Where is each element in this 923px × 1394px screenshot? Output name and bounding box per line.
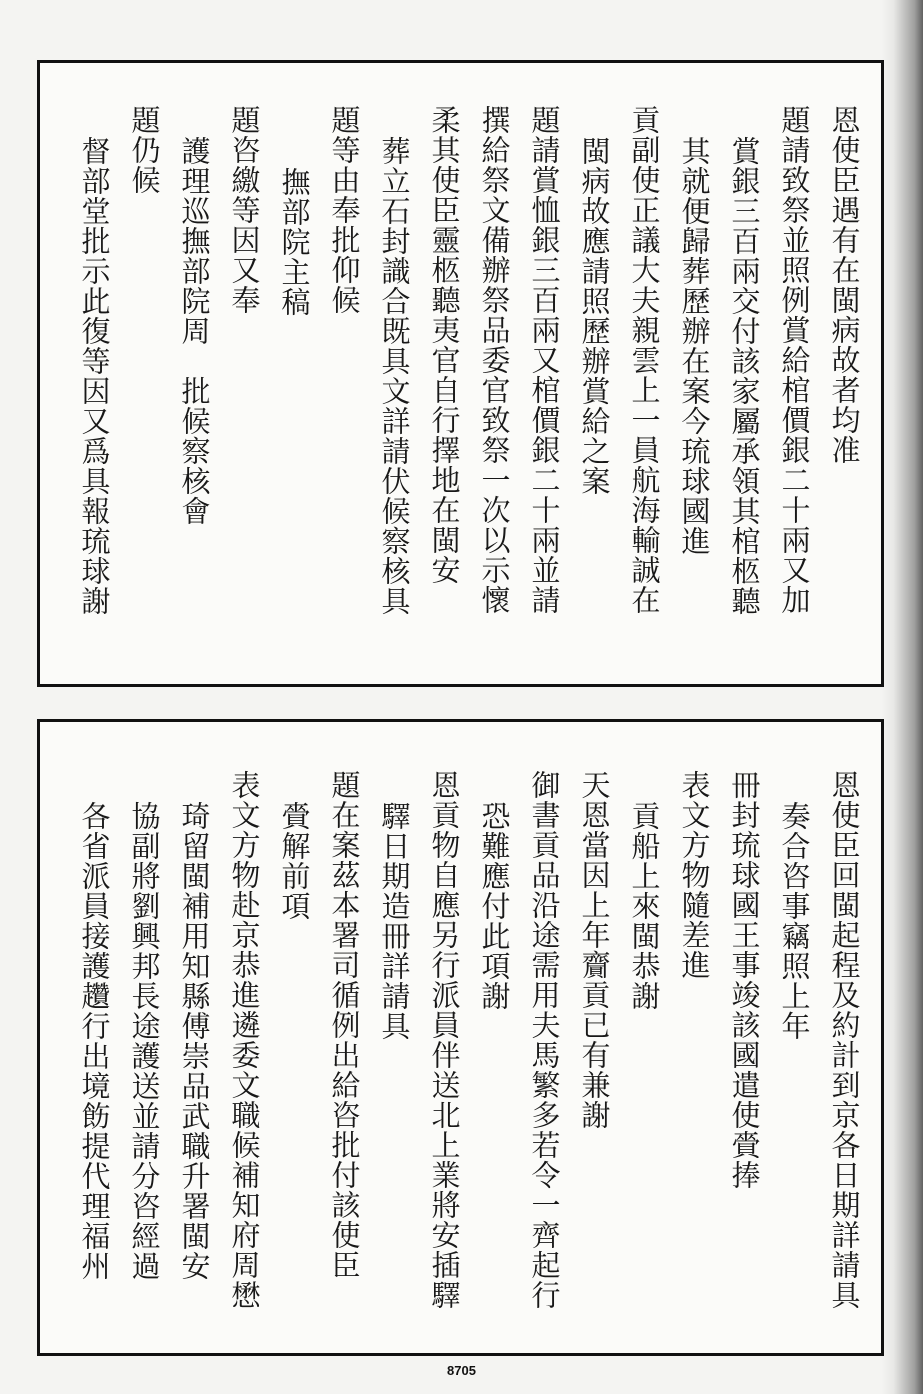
column-text: 恐難應付此項謝 [477, 801, 512, 1011]
column-text: 題等由奉批仰候 [327, 105, 362, 315]
lower-column-group [40, 722, 881, 1353]
column-text: 御書貢品沿途需用夫馬繁多若令一齊起行 [527, 770, 562, 1310]
text-column [319, 722, 369, 1353]
text-column [569, 63, 619, 684]
column-text: 貢副使正議大夫親雲上一員航海輸誠在 [627, 105, 662, 615]
text-column [369, 722, 419, 1353]
text-column [819, 722, 869, 1353]
column-text: 恩使臣遇有在閩病故者均准 [827, 105, 862, 465]
column-text: 柔其使臣靈柩聽夷官自行擇地在閩安 [427, 105, 462, 585]
column-text: 題請賞恤銀三百兩又棺價銀二十兩並請 [527, 105, 562, 615]
column-text: 撫部院主稿 [277, 167, 312, 317]
column-text: 貢船上來閩恭謝 [627, 801, 662, 1011]
text-column [669, 722, 719, 1353]
text-column [119, 63, 169, 684]
lower-text-panel [37, 719, 884, 1356]
page-number: 8705 [447, 1363, 476, 1378]
column-text: 奏合咨事竊照上年 [777, 801, 812, 1041]
column-text: 天恩當因上年齎貢已有兼謝 [577, 770, 612, 1130]
text-column [719, 722, 769, 1353]
column-text: 恩使臣回閩起程及約計到京各日期詳請具 [827, 770, 862, 1310]
column-text: 督部堂批示此復等因又爲具報琉球謝 [77, 136, 112, 616]
column-text: 其就便歸葬歷辦在案今琉球國進 [677, 136, 712, 556]
column-text: 題仍候 [127, 105, 162, 195]
text-column [769, 722, 819, 1353]
text-column [369, 63, 419, 684]
text-column [69, 63, 119, 684]
column-text: 撰給祭文備辦祭品委官致祭一次以示懷 [477, 105, 512, 615]
text-column [769, 63, 819, 684]
text-column [169, 722, 219, 1353]
column-text: 琦留閩補用知縣傅崇品武職升署閩安 [177, 801, 212, 1281]
column-text: 驛日期造冊詳請具 [377, 801, 412, 1041]
column-text: 題請致祭並照例賞給棺價銀二十兩又加 [777, 105, 812, 615]
text-column [169, 63, 219, 684]
text-column [619, 63, 669, 684]
column-text: 題在案茲本署司循例出給咨批付該使臣 [327, 770, 362, 1280]
column-text: 表文方物隨差進 [677, 770, 712, 980]
column-text: 表文方物赴京恭進遴委文職候補知府周懋 [227, 770, 262, 1310]
text-column [669, 63, 719, 684]
text-column [219, 722, 269, 1353]
text-column [119, 722, 169, 1353]
text-column [619, 722, 669, 1353]
text-column [719, 63, 769, 684]
column-text: 葬立石封識合既具文詳請伏候察核具 [377, 136, 412, 616]
text-column [569, 722, 619, 1353]
text-column [519, 63, 569, 684]
text-column [469, 63, 519, 684]
upper-column-group [40, 63, 881, 684]
text-column [419, 722, 469, 1353]
column-text: 閩病故應請照歷辦賞給之案 [577, 136, 612, 496]
text-column [319, 63, 369, 684]
upper-text-panel [37, 60, 884, 687]
column-text: 各省派員接護趲行出境飭提代理福州 [77, 801, 112, 1281]
column-text: 恩貢物自應另行派員伴送北上業將安插驛 [427, 770, 462, 1310]
text-column [219, 63, 269, 684]
binding-shadow [881, 0, 923, 1394]
column-text: 賞銀三百兩交付該家屬承領其棺柩聽 [727, 136, 762, 616]
text-column [69, 722, 119, 1353]
text-column [269, 722, 319, 1353]
text-column [419, 63, 469, 684]
text-column [469, 722, 519, 1353]
column-text: 題咨繳等因又奉 [227, 105, 262, 315]
text-column [269, 63, 319, 684]
text-column [519, 722, 569, 1353]
column-text: 協副將劉興邦長途護送並請分咨經過 [127, 801, 162, 1281]
column-text: 賫解前項 [277, 801, 312, 921]
text-column [819, 63, 869, 684]
column-text: 冊封琉球國王事竣該國遣使賫捧 [727, 770, 762, 1190]
column-text: 護理巡撫部院周 批候察核會 [177, 136, 212, 526]
